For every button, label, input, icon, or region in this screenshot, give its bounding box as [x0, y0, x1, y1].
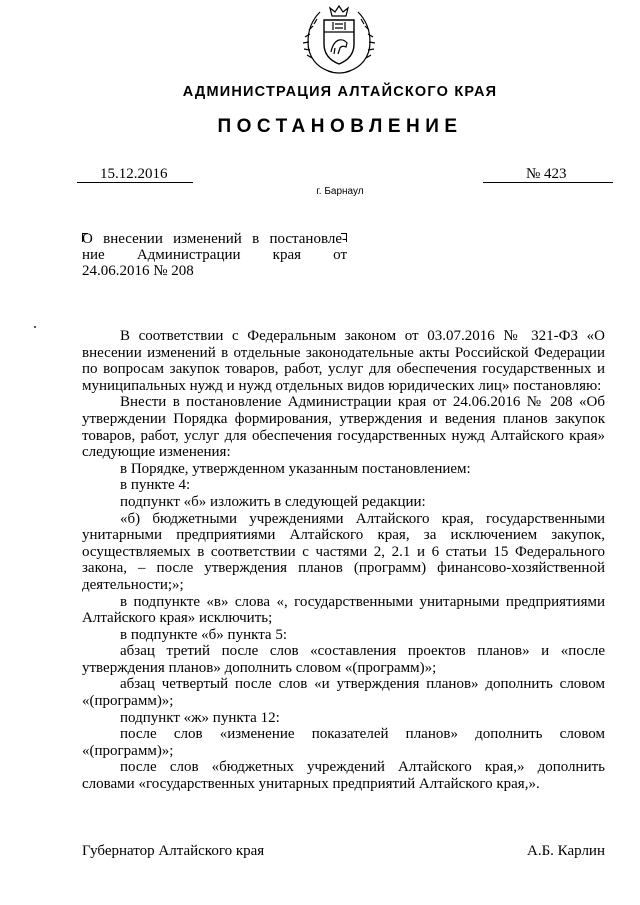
margin-mark	[34, 326, 36, 328]
document-subject	[82, 231, 347, 279]
body-paragraph: в Порядке, утвержденном указанным постановлением:	[120, 460, 471, 477]
body-paragraph: после слов «изменение показателей планов» дополнить словом «(программ)»;	[82, 726, 605, 759]
document-body	[82, 328, 605, 793]
date-field	[77, 166, 193, 183]
subject-line: ние Администрации края от	[82, 247, 347, 263]
body-paragraph: подпункт «б» изложить в следующей редакции:	[120, 493, 426, 510]
body-paragraph: «б) бюджетными учреждениями Алтайского края, государственными унитарными предприятиями Алтайского края, за исключением закупок, осуществляемых в соответствии с частями 2, 2.1 и 6 статьи 15 Федерального закона, – после утверждения планов (программ) финансово-хозяйственной деятельности;»;	[82, 510, 605, 593]
body-paragraph: Внести в постановление Администрации края от 24.06.2016 № 208 «Об утверждении Порядка формирования, утверждения и ведения планов закупок товаров, работ, услуг для обеспечения государственных нужд Алтайского края» следующие изменения:	[82, 394, 605, 461]
body-paragraph: после слов «бюджетных учреждений Алтайского края,» дополнить словами «государственных унитарных предприятий Алтайского края,».	[82, 759, 605, 793]
body-paragraph: абзац третий после слов «составления проектов планов» и «после утверждения планов» дополнить словом «(программ)»;	[82, 643, 605, 676]
body-paragraph: в пункте 4:	[120, 477, 191, 494]
subject-line: 24.06.2016 № 208	[82, 263, 194, 279]
document-date: 15.12.2016	[100, 166, 168, 182]
city: г. Барнаул	[316, 186, 364, 197]
document-type: ПОСТАНОВЛЕНИЕ	[217, 116, 463, 137]
signatory-name: А.Б. Карлин	[526, 843, 605, 859]
document-number: № 423	[526, 166, 567, 182]
number-field	[483, 166, 613, 183]
coat-of-arms-icon	[302, 2, 376, 74]
body-paragraph: подпункт «ж» пункта 12:	[120, 709, 280, 726]
signature-block	[82, 843, 605, 860]
body-paragraph: абзац четвертый после слов «и утверждения планов» дополнить словом «(программ)»;	[82, 676, 605, 710]
body-paragraph: в подпункте «б» пункта 5:	[120, 626, 288, 643]
body-paragraph: в подпункте «в» слова «, государственными унитарными предприятиями Алтайского края» исключить;	[82, 593, 605, 627]
signatory-title: Губернатор Алтайского края	[82, 843, 265, 859]
subject-line: О внесении изменений в постановле-	[82, 231, 347, 247]
organization-name: АДМИНИСТРАЦИЯ АЛТАЙСКОГО КРАЯ	[182, 84, 498, 100]
body-paragraph: В соответствии с Федеральным законом от 03.07.2016 № 321-ФЗ «О внесении изменений в отдельные законодательные акты Российской Федерации по вопросам закупок товаров, работ, услуг для обеспечения государственных и муниципальных нужд и нужд отдельных видов юридических лиц» постановляю:	[82, 328, 605, 394]
